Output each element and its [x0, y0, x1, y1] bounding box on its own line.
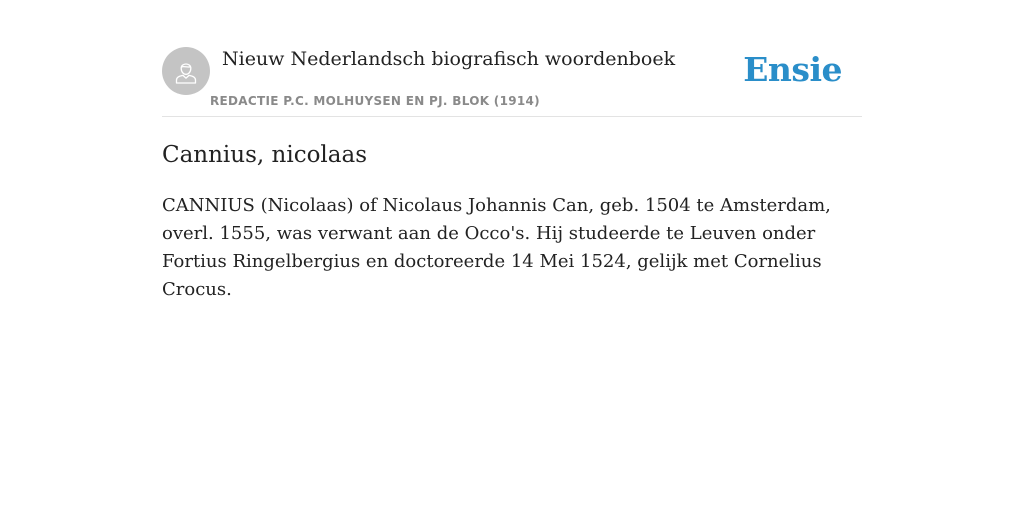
- source-header: [162, 47, 862, 117]
- entry-body: CANNIUS (Nicolaas) of Nicolaus Johannis Can, geb. 1504 te Amsterdam, overl. 1555, was verwant aan de Occo's. Hij studeerde te Leuven onder Fortius Ringelbergius en doctoreerde 14 Mei 1524, gelijk met Cornelius Crocus.: [162, 195, 831, 300]
- avatar[interactable]: [162, 47, 210, 95]
- user-icon: [172, 57, 200, 85]
- source-title[interactable]: Nieuw Nederlandsch biografisch woordenboek: [222, 48, 676, 70]
- ensie-logo[interactable]: Ensie: [743, 50, 842, 89]
- entry-title: Cannius, nicolaas: [162, 142, 368, 168]
- source-editors: REDACTIE P.C. MOLHUYSEN EN PJ. BLOK (1914): [210, 94, 540, 108]
